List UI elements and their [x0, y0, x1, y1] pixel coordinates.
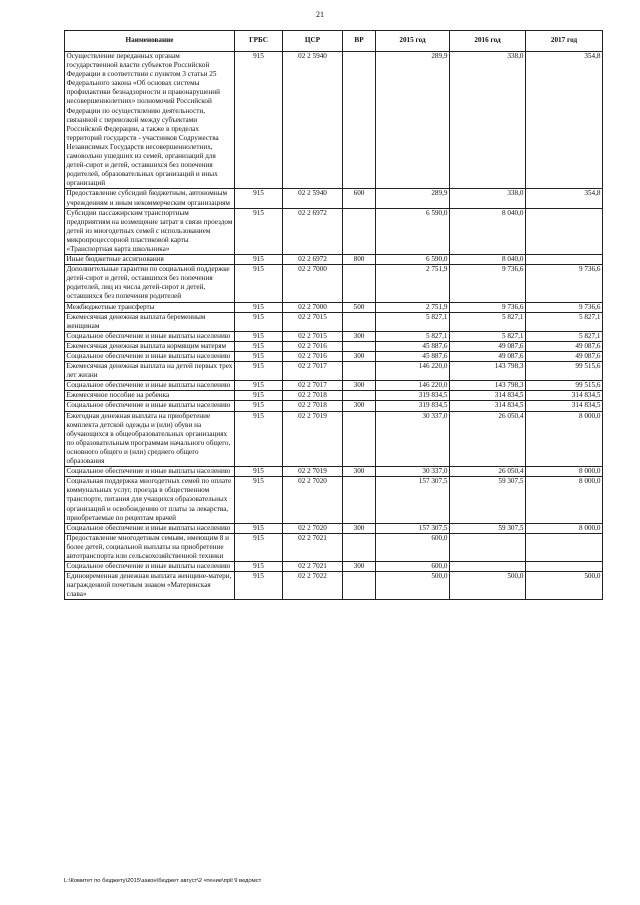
column-header-2017: 2017 год: [526, 31, 603, 52]
cell-2015: 600,0: [376, 562, 450, 572]
cell-2015: 319 834,5: [376, 401, 450, 411]
table-row: [65, 255, 603, 265]
cell-csr: 02 2 5940: [283, 52, 343, 189]
cell-grbs: 915: [235, 401, 283, 411]
cell-grbs: 915: [235, 411, 283, 467]
cell-csr: 02 2 7019: [283, 411, 343, 467]
cell-vr: 300: [343, 352, 376, 362]
cell-vr: 300: [343, 381, 376, 391]
cell-csr: 02 2 7015: [283, 312, 343, 331]
cell-vr: 600: [343, 189, 376, 208]
cell-vr: 300: [343, 467, 376, 477]
cell-vr: 300: [343, 562, 376, 572]
cell-vr: [343, 477, 376, 523]
cell-vr: [343, 341, 376, 351]
cell-2016: 314 834,5: [450, 391, 526, 401]
cell-2016: 9 736,6: [450, 265, 526, 302]
cell-csr: 02 2 7016: [283, 352, 343, 362]
cell-csr: 02 2 7018: [283, 401, 343, 411]
cell-2015: 319 834,5: [376, 391, 450, 401]
cell-2017: 8 000,0: [526, 477, 603, 523]
cell-2015: 6 590,0: [376, 208, 450, 254]
cell-2017: 500,0: [526, 572, 603, 600]
cell-2016: 59 307,5: [450, 523, 526, 533]
cell-2017: [526, 208, 603, 254]
cell-2016: [450, 533, 526, 561]
cell-2016: 49 087,6: [450, 352, 526, 362]
cell-grbs: 915: [235, 331, 283, 341]
cell-2015: 157 307,5: [376, 477, 450, 523]
cell-2015: 5 827,1: [376, 331, 450, 341]
cell-2015: 2 751,9: [376, 302, 450, 312]
table-row: [65, 562, 603, 572]
cell-2017: 8 000,0: [526, 467, 603, 477]
column-header-name: Наименование: [65, 31, 235, 52]
cell-2016: 8 040,0: [450, 208, 526, 254]
cell-grbs: 915: [235, 352, 283, 362]
cell-2015: 45 887,6: [376, 352, 450, 362]
cell-csr: 02 2 7022: [283, 572, 343, 600]
cell-2016: 5 827,1: [450, 312, 526, 331]
cell-csr: 02 2 7018: [283, 391, 343, 401]
cell-2016: 143 798,3: [450, 362, 526, 381]
cell-vr: 300: [343, 331, 376, 341]
cell-vr: 300: [343, 401, 376, 411]
cell-grbs: 915: [235, 362, 283, 381]
cell-csr: 02 2 6972: [283, 208, 343, 254]
cell-grbs: 915: [235, 572, 283, 600]
cell-2015: 157 307,5: [376, 523, 450, 533]
table-row: [65, 477, 603, 523]
cell-2016: 314 834,5: [450, 401, 526, 411]
table-row: [65, 331, 603, 341]
cell-2015: 45 887,6: [376, 341, 450, 351]
table-row: [65, 467, 603, 477]
table-row: [65, 265, 603, 302]
cell-2015: 289,9: [376, 189, 450, 208]
cell-2017: 354,8: [526, 189, 603, 208]
cell-name: Ежемесячная денежная выплата беременным женщинам: [65, 312, 235, 331]
cell-grbs: 915: [235, 312, 283, 331]
cell-2015: 146 220,0: [376, 381, 450, 391]
cell-grbs: 915: [235, 562, 283, 572]
cell-vr: [343, 533, 376, 561]
cell-csr: 02 2 7021: [283, 533, 343, 561]
table-row: [65, 391, 603, 401]
cell-name: Социальное обеспечение и иные выплаты населению: [65, 331, 235, 341]
cell-name: Социальное обеспечение и иные выплаты населению: [65, 352, 235, 362]
cell-vr: 300: [343, 523, 376, 533]
table-row: [65, 381, 603, 391]
cell-2015: 30 337,0: [376, 411, 450, 467]
cell-name: Ежемесячная денежная выплата на детей первых трех лет жизни: [65, 362, 235, 381]
table-row: [65, 362, 603, 381]
cell-name: Дополнительные гарантии по социальной поддержке детей-сирот и детей, оставшихся без попечения родителей, лиц из числа детей-сирот и детей, оставшихся без попечения родителей: [65, 265, 235, 302]
cell-csr: 02 2 7015: [283, 331, 343, 341]
table-row: [65, 341, 603, 351]
budget-table: [64, 30, 603, 600]
cell-2016: [450, 562, 526, 572]
cell-vr: [343, 391, 376, 401]
cell-csr: 02 2 7020: [283, 523, 343, 533]
cell-name: Социальное обеспечение и иные выплаты населению: [65, 401, 235, 411]
table-row: [65, 533, 603, 561]
cell-csr: 02 2 7016: [283, 341, 343, 351]
cell-2017: [526, 533, 603, 561]
cell-2016: 143 798,3: [450, 381, 526, 391]
cell-2017: 5 827,1: [526, 312, 603, 331]
cell-2017: 314 834,5: [526, 401, 603, 411]
cell-2017: 49 087,6: [526, 341, 603, 351]
cell-name: Предоставление многодетным семьям, имеющим 8 и более детей, социальной выплаты на приобретение автотранспорта или сельскохозяйственной техники: [65, 533, 235, 561]
cell-2015: 2 751,9: [376, 265, 450, 302]
cell-csr: 02 2 7000: [283, 302, 343, 312]
cell-vr: [343, 52, 376, 189]
cell-vr: [343, 572, 376, 600]
column-header-csr: ЦСР: [283, 31, 343, 52]
column-header-grbs: ГРБС: [235, 31, 283, 52]
cell-2017: 314 834,5: [526, 391, 603, 401]
cell-2016: 500,0: [450, 572, 526, 600]
cell-2016: 338,0: [450, 189, 526, 208]
cell-2017: 5 827,1: [526, 331, 603, 341]
cell-csr: 02 2 7000: [283, 265, 343, 302]
cell-grbs: 915: [235, 467, 283, 477]
cell-2016: 8 040,0: [450, 255, 526, 265]
cell-name: Субсидии пассажирским транспортным предприятиям на возмещение затрат в связи проездом детей из многодетных семей с использованием микропроцессорной пластиковой карты «Транспортная карта школьника»: [65, 208, 235, 254]
cell-vr: [343, 411, 376, 467]
cell-name: Ежемесячное пособие на ребенка: [65, 391, 235, 401]
table-header-row: [65, 31, 603, 52]
table-row: [65, 208, 603, 254]
cell-csr: 02 2 5940: [283, 189, 343, 208]
footer-file-path: L:\Комитет по бюджету\2015\закон\бюджет август\2 чтение\прil 9 ведомст: [64, 878, 262, 884]
column-header-vr: ВР: [343, 31, 376, 52]
cell-csr: 02 2 7021: [283, 562, 343, 572]
cell-2016: 59 307,5: [450, 477, 526, 523]
cell-2017: 8 000,0: [526, 523, 603, 533]
cell-2015: 5 827,1: [376, 312, 450, 331]
table-row: [65, 411, 603, 467]
cell-2015: 6 590,0: [376, 255, 450, 265]
cell-grbs: 915: [235, 533, 283, 561]
cell-2016: 49 087,6: [450, 341, 526, 351]
cell-name: Социальное обеспечение и иные выплаты населению: [65, 381, 235, 391]
table-row: [65, 572, 603, 600]
cell-name: Социальное обеспечение и иные выплаты населению: [65, 562, 235, 572]
cell-grbs: 915: [235, 523, 283, 533]
cell-vr: [343, 312, 376, 331]
cell-name: Единовременная денежная выплата женщине-матери, награжденной почетным знаком «Материнская слава»: [65, 572, 235, 600]
cell-2017: 49 087,6: [526, 352, 603, 362]
cell-2016: 9 736,6: [450, 302, 526, 312]
column-header-2016: 2016 год: [450, 31, 526, 52]
cell-grbs: 915: [235, 52, 283, 189]
cell-2017: 8 000,0: [526, 411, 603, 467]
cell-grbs: 915: [235, 381, 283, 391]
cell-vr: [343, 208, 376, 254]
table-row: [65, 52, 603, 189]
cell-grbs: 915: [235, 255, 283, 265]
cell-2016: 5 827,1: [450, 331, 526, 341]
cell-name: Осуществление переданных органам государственной власти субъектов Российской Федерации в соответствии с пунктом 3 статьи 25 Федерального закона «Об основах системы профилактики безнадзорности и правонарушений несовершеннолетних» полномочий Российской Федерации по осуществлению деятельности, связанной с перевозкой между субъектами Российской Федерации, а также в пределах территорий государств - участников Содружества Независимых Государств несовершеннолетних, самовольно ушедших из семей, организаций для детей-сирот и детей, оставшихся без попечения родителей, образовательных организаций и иных организаций: [65, 52, 235, 189]
cell-2017: 99 515,6: [526, 362, 603, 381]
cell-vr: 800: [343, 255, 376, 265]
cell-csr: 02 2 6972: [283, 255, 343, 265]
column-header-2015: 2015 год: [376, 31, 450, 52]
cell-vr: [343, 265, 376, 302]
cell-name: Ежемесячная денежная выплата кормящим матерям: [65, 341, 235, 351]
cell-csr: 02 2 7020: [283, 477, 343, 523]
table-row: [65, 189, 603, 208]
cell-vr: [343, 362, 376, 381]
cell-2017: 99 515,6: [526, 381, 603, 391]
cell-2017: [526, 562, 603, 572]
cell-name: Предоставление субсидий бюджетным, автономным учреждениям и иным некоммерческим организациям: [65, 189, 235, 208]
cell-csr: 02 2 7017: [283, 381, 343, 391]
cell-name: Социальная поддержка многодетных семей по оплате коммунальных услуг, проезда в общественном транспорте, питания для учащихся образовательных организаций и освобождению от платы за лекарства, приобретаемые по рецептам врачей: [65, 477, 235, 523]
cell-name: Иные бюджетные ассигнования: [65, 255, 235, 265]
table-body: [65, 52, 603, 600]
cell-name: Межбюджетные трансферты: [65, 302, 235, 312]
cell-2017: [526, 255, 603, 265]
cell-grbs: 915: [235, 189, 283, 208]
cell-grbs: 915: [235, 208, 283, 254]
cell-grbs: 915: [235, 477, 283, 523]
table-row: [65, 523, 603, 533]
cell-vr: 500: [343, 302, 376, 312]
cell-2016: 338,0: [450, 52, 526, 189]
table-row: [65, 352, 603, 362]
cell-csr: 02 2 7019: [283, 467, 343, 477]
cell-2015: 289,9: [376, 52, 450, 189]
cell-name: Социальное обеспечение и иные выплаты населению: [65, 523, 235, 533]
cell-2017: 354,8: [526, 52, 603, 189]
cell-grbs: 915: [235, 341, 283, 351]
table-row: [65, 302, 603, 312]
cell-grbs: 915: [235, 391, 283, 401]
cell-2015: 600,0: [376, 533, 450, 561]
cell-name: Социальное обеспечение и иные выплаты населению: [65, 467, 235, 477]
cell-name: Ежегодная денежная выплата на приобретение комплекта детской одежды и (или) обуви на обучающихся в общеобразовательных организациях по образовательным программам начального общего, основного общего и (или) среднего общего образования: [65, 411, 235, 467]
cell-2017: 9 736,6: [526, 302, 603, 312]
cell-2015: 146 220,0: [376, 362, 450, 381]
cell-2017: 9 736,6: [526, 265, 603, 302]
cell-grbs: 915: [235, 265, 283, 302]
table-row: [65, 401, 603, 411]
cell-2016: 26 050,4: [450, 411, 526, 467]
page-number: 21: [316, 10, 324, 19]
table-row: [65, 312, 603, 331]
cell-2015: 30 337,0: [376, 467, 450, 477]
cell-2016: 26 050,4: [450, 467, 526, 477]
cell-csr: 02 2 7017: [283, 362, 343, 381]
cell-grbs: 915: [235, 302, 283, 312]
cell-2015: 500,0: [376, 572, 450, 600]
